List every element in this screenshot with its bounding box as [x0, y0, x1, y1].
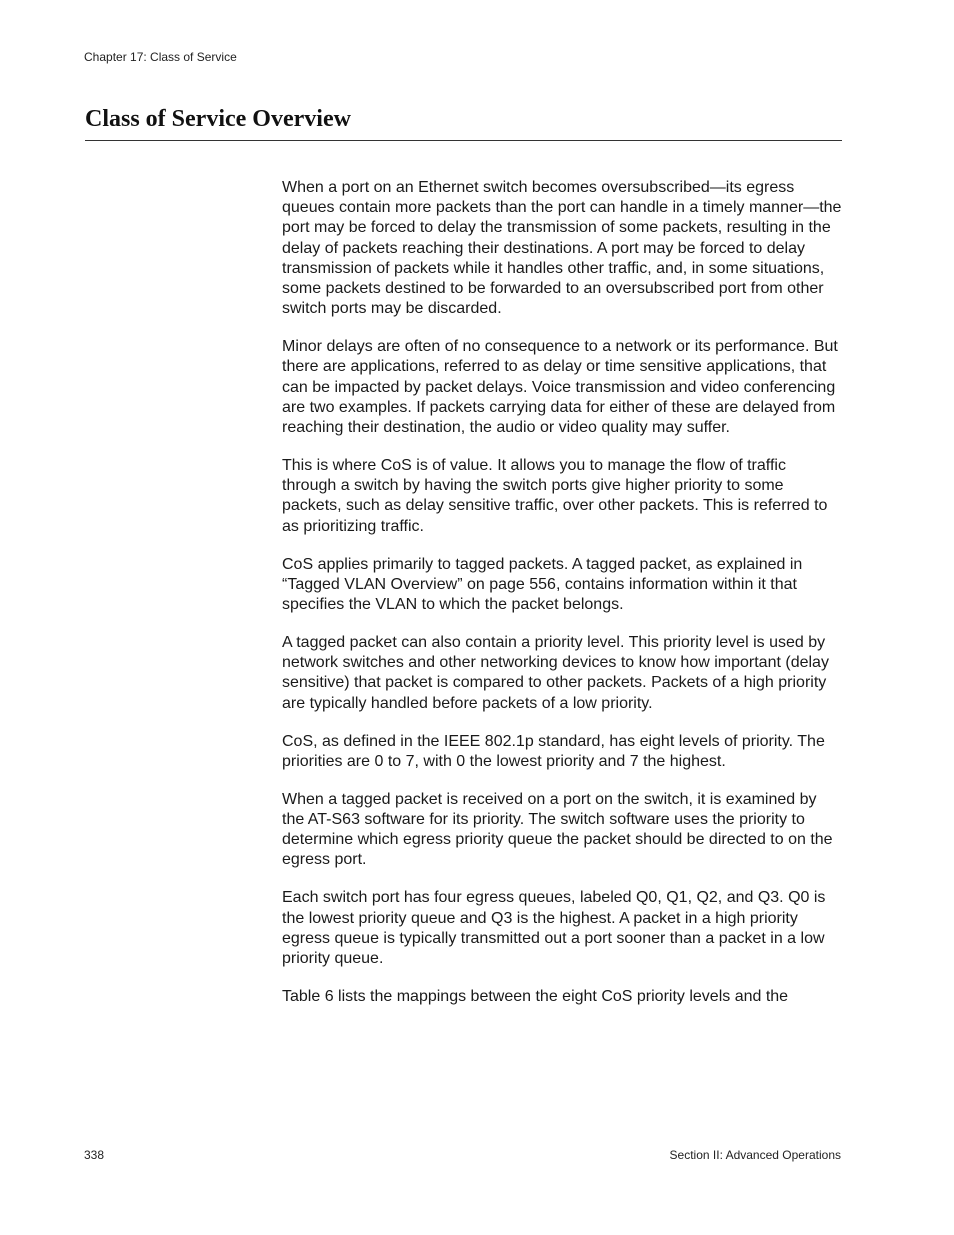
paragraph: Minor delays are often of no consequence to a network or its performance. But there are applications, referred to as delay or time sensitive applications, that can be impacted by packet delays. Voice transmission and video conferencing are two examples. If packets carrying data for either of these are delayed from reaching their destination, the audio or video quality may suffer.	[282, 338, 838, 437]
body-text	[282, 178, 842, 1025]
running-header: Chapter 17: Class of Service	[84, 50, 237, 64]
page-number: 338	[84, 1148, 105, 1162]
paragraph: When a tagged packet is received on a port on the switch, it is examined by the AT-S63 software for its priority. The switch software uses the priority to determine which egress priority queue the packet should be directed to on the egress port.	[282, 790, 833, 869]
paragraph: This is where CoS is of value. It allows you to manage the flow of traffic through a switch by having the switch ports give higher priority to some packets, such as delay sensitive traffic, over other packets. This is referred to as prioritizing traffic.	[282, 457, 828, 535]
paragraph: CoS applies primarily to tagged packets. A tagged packet, as explained in “Tagged VLAN Overview” on page 556, contains information within it that specifies the VLAN to which the packet belongs.	[282, 555, 803, 614]
section-title: Class of Service Overview	[85, 106, 351, 132]
paragraph: CoS, as defined in the IEEE 802.1p standard, has eight levels of priority. The priorities are 0 to 7, with 0 the lowest priority and 7 the highest.	[282, 732, 825, 770]
paragraph: Each switch port has four egress queues, labeled Q0, Q1, Q2, and Q3. Q0 is the lowest priority queue and Q3 is the highest. A packet in a high priority egress queue is typically transmitted out a port sooner than a packet in a low priority queue.	[282, 889, 826, 968]
title-rule	[85, 140, 842, 141]
section-footer: Section II: Advanced Operations	[669, 1148, 841, 1162]
paragraph: A tagged packet can also contain a priority level. This priority level is used by network switches and other networking devices to know how important (delay sensitive) that packet is compared to other packets. Packets of a high priority are typically handled before packets of a low priority.	[282, 634, 829, 712]
paragraph: Table 6 lists the mappings between the eight CoS priority levels and the	[282, 988, 789, 1006]
paragraph: When a port on an Ethernet switch becomes oversubscribed—its egress queues contain more packets than the port can handle in a timely manner—the port may be forced to delay the transmission of some packets, resulting in the delay of packets reaching their destinations. A port may be forced to delay transmission of packets while it handles other traffic, and, in some situations, some packets destined to be forwarded to an oversubscribed port from other switch ports may be discarded.	[282, 179, 842, 318]
